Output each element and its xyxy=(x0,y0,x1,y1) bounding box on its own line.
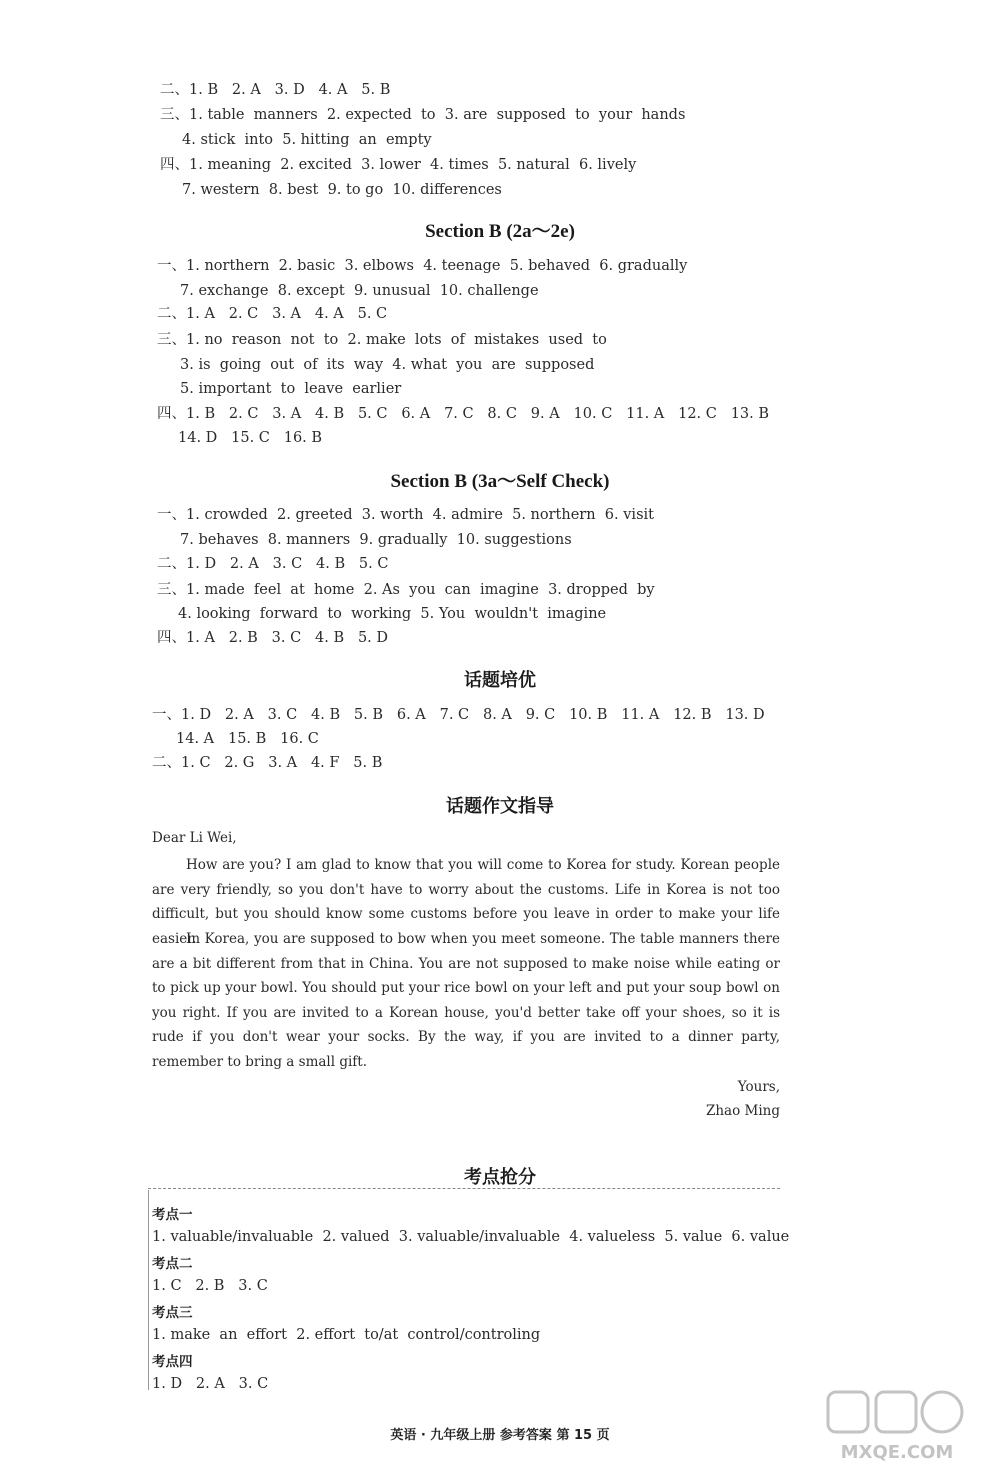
answer-line: 四、1. meaning 2. excited 3. lower 4. times 5. natural 6. lively xyxy=(160,157,637,173)
section-heading: 话题作文指导 xyxy=(446,796,554,817)
answer-line: 4. looking forward to working 5. You wouldn't imagine xyxy=(178,606,607,622)
divider xyxy=(148,1188,780,1189)
answer-line: 7. western 8. best 9. to go 10. differences xyxy=(182,182,502,198)
margin-bar xyxy=(148,1190,149,1390)
answer-line: 4. stick into 5. hitting an empty xyxy=(182,132,432,148)
page-footer: 英语 · 九年级上册 参考答案 第 15 页 xyxy=(390,1428,610,1443)
answer-stamp-logo-icon xyxy=(822,1388,972,1464)
answer-line: 二、1. B 2. A 3. D 4. A 5. B xyxy=(160,82,391,98)
answer-line: 14. A 15. B 16. C xyxy=(176,731,319,747)
answer-line: 三、1. made feel at home 2. As you can imagine 3. dropped by xyxy=(157,582,655,598)
answer-line: 二、1. C 2. G 3. A 4. F 5. B xyxy=(152,755,383,771)
section-heading: 考点抢分 xyxy=(464,1167,536,1188)
section-heading: Section B (3a～Self Check) xyxy=(390,471,610,492)
answer-line: 三、1. table manners 2. expected to 3. are supposed to your hands xyxy=(160,107,686,123)
letter-closing: Yours, xyxy=(737,1079,780,1095)
answer-line: 7. exchange 8. except 9. unusual 10. challenge xyxy=(180,283,539,299)
watermark xyxy=(822,1388,972,1464)
answer-line: 7. behaves 8. manners 9. gradually 10. suggestions xyxy=(180,532,572,548)
answer-line: 一、1. crowded 2. greeted 3. worth 4. admire 5. northern 6. visit xyxy=(157,507,654,523)
watermark-text: MXQE.COM xyxy=(840,1442,954,1463)
letter-greeting: Dear Li Wei, xyxy=(152,830,237,846)
exam-point-label: 考点一 xyxy=(152,1207,193,1223)
letter-signature: Zhao Ming xyxy=(705,1103,780,1119)
answer-line: 1. D 2. A 3. C xyxy=(152,1376,269,1392)
exam-point-label: 考点四 xyxy=(152,1354,193,1370)
answer-line: 四、1. B 2. C 3. A 4. B 5. C 6. A 7. C 8. C 9. A 10. C 11. A 12. C 13. B xyxy=(157,406,770,422)
answer-line: 三、1. no reason not to 2. make lots of mistakes used to xyxy=(157,332,607,348)
answer-line: 1. make an effort 2. effort to/at control/controling xyxy=(152,1327,541,1343)
answer-line: 四、1. A 2. B 3. C 4. B 5. D xyxy=(157,630,389,646)
answer-line: 1. C 2. B 3. C xyxy=(152,1278,268,1294)
answer-line: 1. valuable/invaluable 2. valued 3. valuable/invaluable 4. valueless 5. value 6. value xyxy=(152,1229,790,1245)
answer-line: 3. is going out of its way 4. what you are supposed xyxy=(180,357,595,373)
answer-line: 一、1. D 2. A 3. C 4. B 5. B 6. A 7. C 8. A 9. C 10. B 11. A 12. B 13. D xyxy=(152,707,765,723)
answer-line: 一、1. northern 2. basic 3. elbows 4. teenage 5. behaved 6. gradually xyxy=(157,258,688,274)
answer-line: 二、1. D 2. A 3. C 4. B 5. C xyxy=(157,556,389,572)
letter-paragraph: How are you? I am glad to know that you will come to Korea for study. Korean people are very friendly, so you don't have to worry about the customs. Life in Korea is not too difficult, but you should know some customs before you leave in order to make your life easier. xyxy=(152,857,780,947)
section-heading: Section B (2a～2e) xyxy=(425,221,575,242)
section-heading: 话题培优 xyxy=(464,670,536,691)
answer-line: 二、1. A 2. C 3. A 4. A 5. C xyxy=(157,306,388,322)
answer-line: 5. important to leave earlier xyxy=(180,381,402,397)
letter-paragraph: In Korea, you are supposed to bow when you meet someone. The table manners there are a bit different from that in China. You are not supposed to make noise while eating or to pick up your bowl. You should put your rice bowl on your left and put your soup bowl on you right. If you are invited to a Korean house, you'd better take off your shoes, so it is rude if you don't wear your socks. By the way, if you are invited to a dinner party, remember to bring a small gift. xyxy=(152,931,780,1070)
exam-point-label: 考点二 xyxy=(152,1256,193,1272)
answer-line: 14. D 15. C 16. B xyxy=(178,430,323,446)
exam-point-label: 考点三 xyxy=(152,1305,193,1321)
